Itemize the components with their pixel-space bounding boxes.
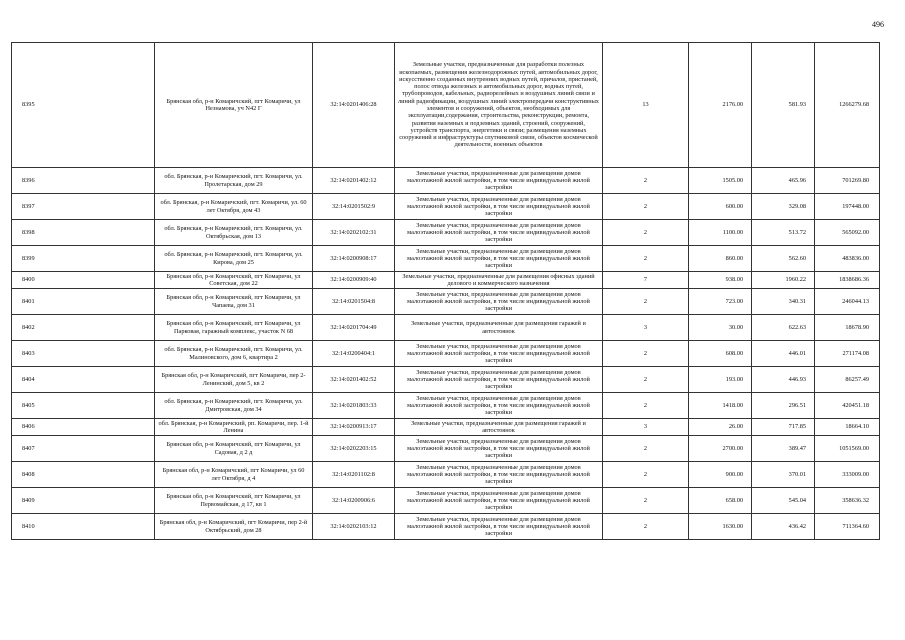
cell-record-number: 8395 [12,43,155,168]
cell-record-number: 8410 [12,514,155,540]
cell-area: 193.00 [689,367,752,393]
cell-record-number: 8403 [12,341,155,367]
cell-area: 26.00 [689,419,752,436]
cell-specific-value: 717.85 [752,419,815,436]
cell-area: 1100.00 [689,220,752,246]
cell-cadastral-value: 18664.10 [815,419,880,436]
cell-specific-value: 446.93 [752,367,815,393]
cell-cadastral-value: 1838686.36 [815,272,880,289]
cell-specific-value: 622.63 [752,315,815,341]
cell-area: 1505.00 [689,168,752,194]
cell-use-group-code: 2 [603,436,689,462]
cell-specific-value: 513.72 [752,220,815,246]
cell-area: 608.00 [689,341,752,367]
cell-area: 2176.00 [689,43,752,168]
cell-use-group-code: 2 [603,514,689,540]
table-row [12,367,880,393]
cell-cadastral-number: 32:14:0202102:31 [313,220,395,246]
cell-address: обл. Брянская, р-н Комаричский, пгт. Комаричи, ул. Кирова, дом 25 [155,246,313,272]
cell-cadastral-number: 32:14:0201406:28 [313,43,395,168]
cell-address: Брянская обл, р-н Комаричский, пгт Комаричи, ул Парковая, гаражный комплекс, участок N 68 [155,315,313,341]
table-row [12,168,880,194]
cell-cadastral-number: 32:14:0201803:33 [313,393,395,419]
cell-permitted-use: Земельные участки, предназначенные для размещения домов малоэтажной жилой застройки, в том числе индивидуальной жилой застройки [395,488,603,514]
cell-cadastral-value: 18678.90 [815,315,880,341]
cell-cadastral-number: 32:14:0202103:12 [313,514,395,540]
cell-use-group-code: 13 [603,43,689,168]
cell-specific-value: 446.01 [752,341,815,367]
cell-permitted-use: Земельные участки, предназначенные для размещения домов малоэтажной жилой застройки, в том числе индивидуальной жилой застройки [395,514,603,540]
cell-use-group-code: 2 [603,462,689,488]
cell-cadastral-value: 420451.18 [815,393,880,419]
cell-cadastral-value: 565092.00 [815,220,880,246]
cell-specific-value: 370.01 [752,462,815,488]
cell-cadastral-number: 32:14:0200913:17 [313,419,395,436]
cell-use-group-code: 3 [603,315,689,341]
cell-cadastral-number: 32:14:0200906:6 [313,488,395,514]
cell-record-number: 8399 [12,246,155,272]
cell-record-number: 8398 [12,220,155,246]
cell-cadastral-number: 32:14:0201402:52 [313,367,395,393]
land-registry-table [11,42,880,540]
cell-record-number: 8404 [12,367,155,393]
cell-address: обл. Брянская, р-н Комаричский, пгт. Комаричи, ул. Октябрьская, дом 13 [155,220,313,246]
table-row [12,43,880,168]
table-row [12,246,880,272]
cell-use-group-code: 2 [603,220,689,246]
cell-cadastral-value: 333009.00 [815,462,880,488]
cell-cadastral-number: 32:14:0201704:49 [313,315,395,341]
cell-permitted-use: Земельные участки, предназначенные для разработки полезных ископаемых, размещения железнодорожных путей, автомобильных дорог, искусственно созданных внутренних водных путей, причалов, пристаней, полос отвода железных и автомобильных дорог, водных путей, трубопроводов, кабельных, радиорелейных и воздушных линий связи и линий радиофикации, воздушных линий электропередачи конструктивных элементов и сооружений, объектов, необходимых для эксплуатации,содержания, строительства, реконструкции, ремонта, развития наземных и подземных зданий, строений, сооружений, устройств транспорта, энергетики и связи; размещения наземных сооружений и инфраструктуры спутниковой связи, объектов космической деятельности, военных объектов [395,43,603,168]
cell-area: 938.00 [689,272,752,289]
table-row [12,315,880,341]
page-number: 496 [872,20,884,29]
cell-address: обл. Брянская, р-н Комаричский, пгт. Комаричи, ул. 60 лет Октября, дом 43 [155,194,313,220]
cell-record-number: 8407 [12,436,155,462]
cell-area: 900.00 [689,462,752,488]
cell-permitted-use: Земельные участки, предназначенные для размещения офисных зданий делового и коммерческого назначения [395,272,603,289]
cell-permitted-use: Земельные участки, предназначенные для размещения домов малоэтажной жилой застройки, в том числе индивидуальной жилой застройки [395,341,603,367]
cell-specific-value: 329.08 [752,194,815,220]
cell-address: обл. Брянская, р-н Комаричский, пгт. Комаричи, ул. Пролетарская, дом 29 [155,168,313,194]
cell-area: 600.00 [689,194,752,220]
cell-permitted-use: Земельные участки, предназначенные для размещения домов малоэтажной жилой застройки, в том числе индивидуальной жилой застройки [395,246,603,272]
cell-record-number: 8401 [12,289,155,315]
cell-use-group-code: 2 [603,341,689,367]
cell-record-number: 8408 [12,462,155,488]
table-row [12,289,880,315]
cell-cadastral-number: 32:14:0200909:40 [313,272,395,289]
cell-permitted-use: Земельные участки, предназначенные для размещения домов малоэтажной жилой застройки, в том числе индивидуальной жилой застройки [395,289,603,315]
cell-cadastral-value: 358636.32 [815,488,880,514]
cell-record-number: 8397 [12,194,155,220]
cell-use-group-code: 2 [603,393,689,419]
cell-address: обл. Брянская, р-н Комаричский, рп. Комаричи, пер. 1-й Ленина [155,419,313,436]
table-row [12,419,880,436]
cell-address: Брянская обл, р-н Комаричский, пгт Комаричи, пер 2-Ленинский, дом 5, кв 2 [155,367,313,393]
cell-address: Брянская обл, р-н Комаричский, пгт Комаричи, ул Чапаева, дом 31 [155,289,313,315]
cell-cadastral-value: 711364.60 [815,514,880,540]
cell-use-group-code: 2 [603,194,689,220]
cell-cadastral-value: 86257.49 [815,367,880,393]
cell-permitted-use: Земельные участки, предназначенные для размещения домов малоэтажной жилой застройки, в том числе индивидуальной жилой застройки [395,393,603,419]
table-row [12,393,880,419]
cell-cadastral-number: 32:14:0201502:9 [313,194,395,220]
cell-use-group-code: 2 [603,289,689,315]
table-row [12,514,880,540]
cell-address: обл. Брянская, р-н Комаричский, пгт. Комаричи, ул. Малиновского, дом 6, квартира 2 [155,341,313,367]
cell-cadastral-value: 246044.13 [815,289,880,315]
table-row [12,462,880,488]
cell-use-group-code: 2 [603,246,689,272]
table-row [12,272,880,289]
cell-cadastral-number: 32:14:0200404:1 [313,341,395,367]
cell-permitted-use: Земельные участки, предназначенные для размещения домов малоэтажной жилой застройки, в том числе индивидуальной жилой застройки [395,367,603,393]
cell-record-number: 8406 [12,419,155,436]
cell-record-number: 8405 [12,393,155,419]
cell-specific-value: 1960.22 [752,272,815,289]
cell-cadastral-value: 1051569.00 [815,436,880,462]
cell-cadastral-value: 701269.80 [815,168,880,194]
table-row [12,436,880,462]
cell-permitted-use: Земельные участки, предназначенные для размещения домов малоэтажной жилой застройки, в том числе индивидуальной жилой застройки [395,220,603,246]
cell-area: 1418.00 [689,393,752,419]
cell-cadastral-value: 483836.00 [815,246,880,272]
cell-address: Брянская обл, р-н Комаричский, пгт Комаричи, ул Советская, дом 22 [155,272,313,289]
cell-area: 723.00 [689,289,752,315]
cell-permitted-use: Земельные участки, предназначенные для размещения домов малоэтажной жилой застройки, в том числе индивидуальной жилой застройки [395,436,603,462]
cell-specific-value: 581.93 [752,43,815,168]
cell-area: 30.00 [689,315,752,341]
cell-area: 2700.00 [689,436,752,462]
cell-record-number: 8409 [12,488,155,514]
table-row [12,220,880,246]
cell-permitted-use: Земельные участки, предназначенные для размещения домов малоэтажной жилой застройки, в том числе индивидуальной жилой застройки [395,168,603,194]
cell-permitted-use: Земельные участки, предназначенные для размещения домов малоэтажной жилой застройки, в том числе индивидуальной жилой застройки [395,194,603,220]
cell-specific-value: 545.04 [752,488,815,514]
cell-permitted-use: Земельные участки, предназначенные для размещения гаражей и автостоянок [395,419,603,436]
cell-cadastral-value: 271174.08 [815,341,880,367]
cell-specific-value: 389.47 [752,436,815,462]
cell-use-group-code: 2 [603,367,689,393]
cell-specific-value: 436.42 [752,514,815,540]
cell-cadastral-value: 197448.00 [815,194,880,220]
cell-specific-value: 562.60 [752,246,815,272]
cell-cadastral-number: 32:14:0201504:8 [313,289,395,315]
table-row [12,488,880,514]
table-row [12,341,880,367]
cell-address: Брянская обл, р-н Комаричский, пгт Комаричи, пер 2-й Октябрьский, дом 28 [155,514,313,540]
table-body [12,43,880,540]
cell-cadastral-number: 32:14:0201102:8 [313,462,395,488]
cell-permitted-use: Земельные участки, предназначенные для размещения домов малоэтажной жилой застройки, в том числе индивидуальной жилой застройки [395,462,603,488]
table-row [12,194,880,220]
cell-address: Брянская обл, р-н Комаричский, пгт Комаричи, ул 60 лет Октября, д 4 [155,462,313,488]
cell-cadastral-number: 32:14:0202203:15 [313,436,395,462]
cell-cadastral-value: 1266279.68 [815,43,880,168]
cell-permitted-use: Земельные участки, предназначенные для размещения гаражей и автостоянок [395,315,603,341]
cell-address: обл. Брянская, р-н Комаричский, пгт. Комаричи, ул. Дмитровская, дом 34 [155,393,313,419]
cell-specific-value: 465.96 [752,168,815,194]
cell-address: Брянская обл, р-н Комаричский, пгт Комаричи, ул Садовая, д 2 д [155,436,313,462]
cell-record-number: 8396 [12,168,155,194]
cell-use-group-code: 3 [603,419,689,436]
cell-use-group-code: 2 [603,488,689,514]
cell-area: 658.00 [689,488,752,514]
cell-address: Брянская обл, р-н Комаричский, пгт Комаричи, ул Незнамова, уч N42 Г [155,43,313,168]
cell-address: Брянская обл, р-н Комаричский, пгт Комаричи, ул Первомайская, д 17, кв 1 [155,488,313,514]
cell-use-group-code: 2 [603,168,689,194]
cell-specific-value: 296.51 [752,393,815,419]
cell-cadastral-number: 32:14:0200908:17 [313,246,395,272]
cell-cadastral-number: 32:14:0201402:12 [313,168,395,194]
cell-area: 1630.00 [689,514,752,540]
cell-specific-value: 340.31 [752,289,815,315]
cell-record-number: 8402 [12,315,155,341]
cell-record-number: 8400 [12,272,155,289]
cell-area: 860.00 [689,246,752,272]
cell-use-group-code: 7 [603,272,689,289]
